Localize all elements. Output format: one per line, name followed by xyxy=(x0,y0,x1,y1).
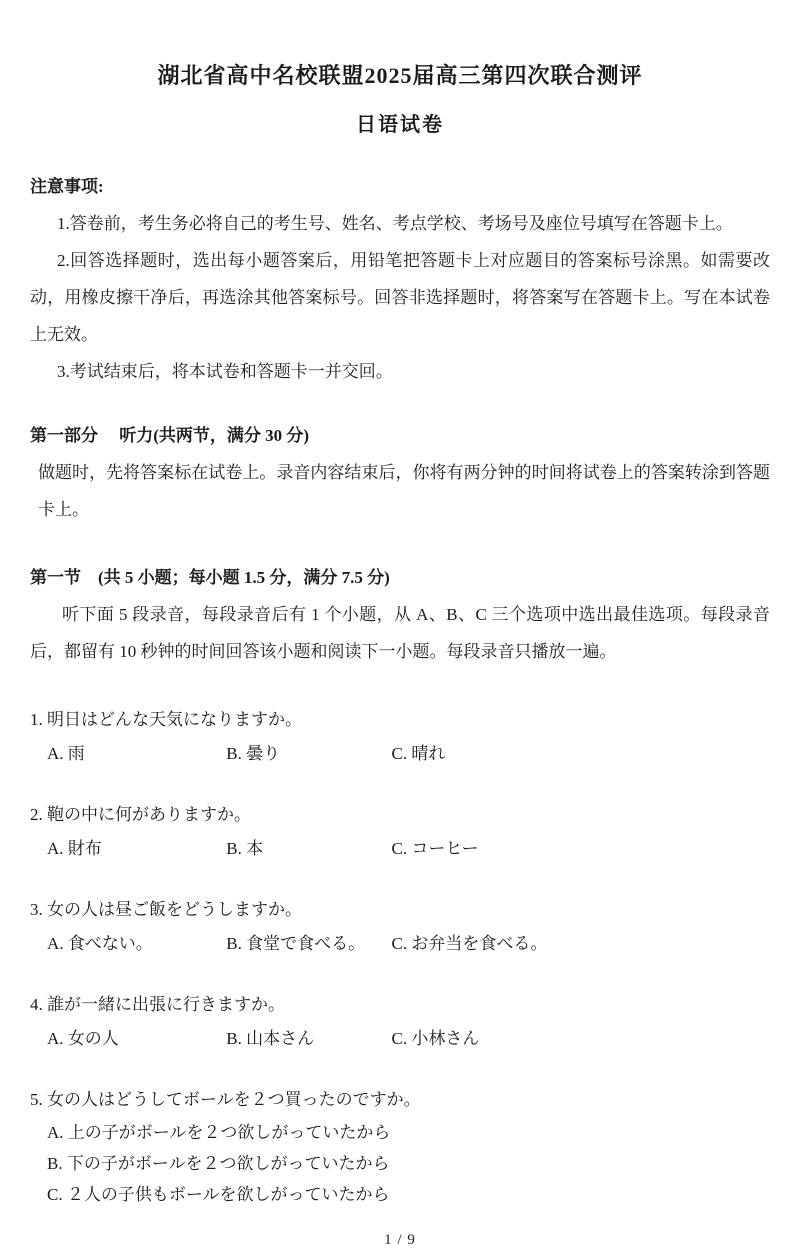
question-1-options xyxy=(30,737,770,771)
question-5 xyxy=(30,1083,770,1210)
question-4 xyxy=(30,988,770,1056)
question-4-option-c: C. 小林さん xyxy=(391,1029,480,1048)
question-1-option-c: C. 晴れ xyxy=(391,744,446,763)
part1-instruction: 做题时，先将答案标在试卷上。录音内容结束后，你将有两分钟的时间将试卷上的答案转涂到答题卡上。 xyxy=(38,463,770,519)
question-5-option-b: B. 下の子がボールを２つ欲しがっていたから xyxy=(47,1154,390,1173)
question-5-option-a: A. 上の子がボールを２つ欲しがっていたから xyxy=(47,1123,391,1142)
section1-heading: 第一节 (共 5 小题；每小题 1.5 分，满分 7.5 分) xyxy=(30,568,390,587)
question-5-option-c: C. ２人の子供もボールを欲しがっていたから xyxy=(47,1185,390,1204)
question-3-text: 3. 女の人は昼ご飯をどうしますか。 xyxy=(30,900,302,919)
question-3-option-b: B. 食堂で食べる。 xyxy=(226,934,366,953)
question-4-options xyxy=(30,1022,770,1056)
question-2 xyxy=(30,798,770,866)
question-5-text: 5. 女の人はどうしてボールを２つ買ったのですか。 xyxy=(30,1090,421,1109)
question-2-options xyxy=(30,832,770,866)
question-2-option-a: A. 財布 xyxy=(47,839,102,858)
question-3-option-a: A. 食べない。 xyxy=(47,934,153,953)
question-1-text: 1. 明日はどんな天気になりますか。 xyxy=(30,710,302,729)
notice-item-2: 2.回答选择题时，选出每小题答案后，用铅笔把答题卡上对应题目的答案标号涂黑。如需要改动，用橡皮擦干净后，再选涂其他答案标号。回答非选择题时，将答案写在答题卡上。写在本试卷上无效。 xyxy=(30,251,770,344)
page-number: 1 / 9 xyxy=(384,1232,416,1248)
question-4-option-a: A. 女の人 xyxy=(47,1029,119,1048)
question-1-option-a: A. 雨 xyxy=(47,744,85,763)
question-3-options xyxy=(30,927,770,961)
question-3-option-c: C. お弁当を食べる。 xyxy=(391,934,548,953)
question-2-option-c: C. コーヒー xyxy=(391,839,479,858)
notice-item-1: 1.答卷前，考生务必将自己的考生号、姓名、考点学校、考场号及座位号填写在答题卡上。 xyxy=(57,214,733,233)
section1-instruction: 听下面 5 段录音，每段录音后有 1 个小题，从 A、B、C 三个选项中选出最佳选项。每段录音后，都留有 10 秒钟的时间回答该小题和阅读下一小题。每段录音只播放一遍。 xyxy=(30,605,770,661)
question-2-option-b: B. 本 xyxy=(226,839,264,858)
question-2-text: 2. 鞄の中に何がありますか。 xyxy=(30,805,251,824)
notices-section xyxy=(30,168,770,390)
notices-heading: 注意事项: xyxy=(30,177,104,196)
page-subtitle: 日语试卷 xyxy=(356,114,444,136)
question-1 xyxy=(30,703,770,771)
question-1-option-b: B. 曇り xyxy=(226,744,281,763)
question-4-option-b: B. 山本さん xyxy=(226,1029,315,1048)
question-4-text: 4. 誰が一緒に出張に行きますか。 xyxy=(30,995,285,1014)
notice-item-3: 3.考试结束后，将本试卷和答题卡一并交回。 xyxy=(57,362,393,381)
question-3 xyxy=(30,893,770,961)
page-title: 湖北省高中名校联盟2025届高三第四次联合测评 xyxy=(157,63,643,88)
part1-heading: 第一部分 听力(共两节，满分 30 分) xyxy=(30,426,310,445)
